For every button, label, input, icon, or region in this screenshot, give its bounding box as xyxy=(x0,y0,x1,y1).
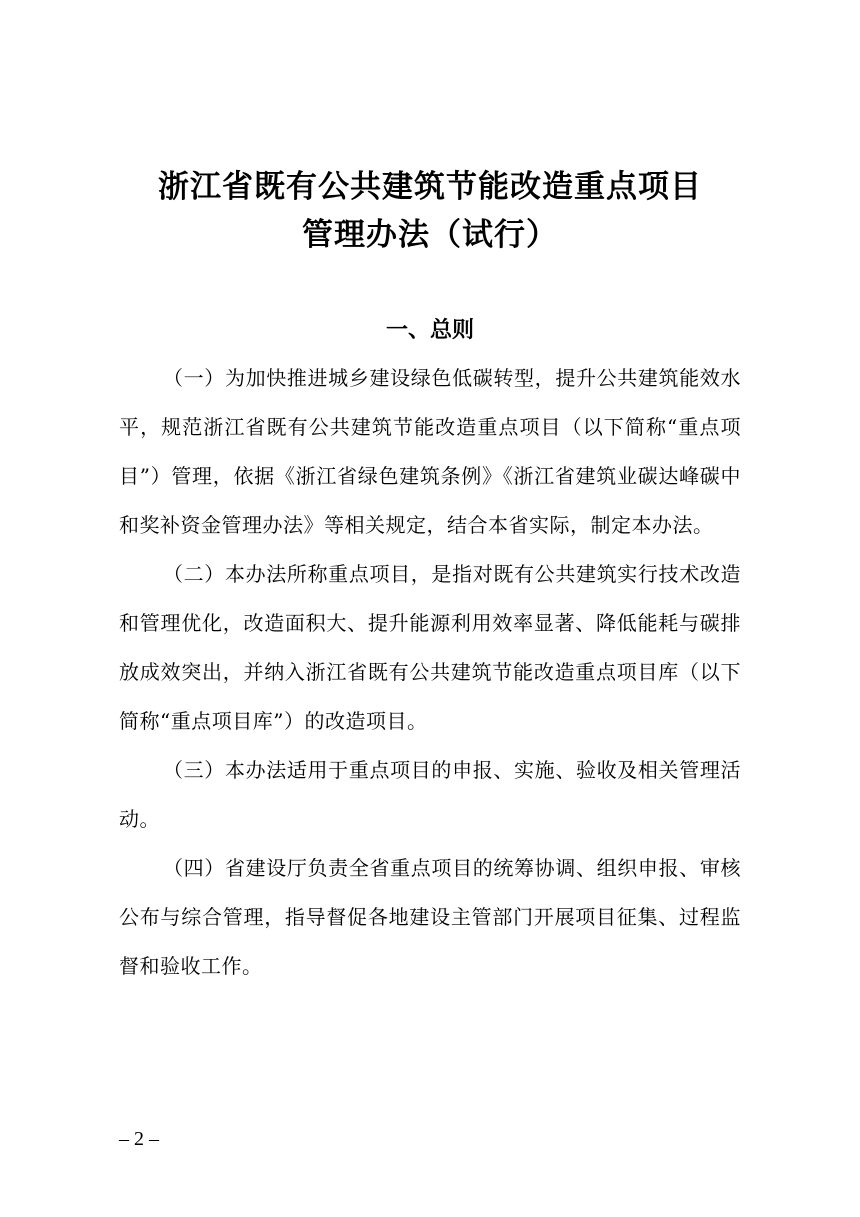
paragraph-1: （一）为加快推进城乡建设绿色低碳转型，提升公共建筑能效水平，规范浙江省既有公共建筑节能改造重点项目（以下简称“重点项目”）管理，依据《浙江省绿色建筑条例》《浙江省建筑业碳达峰碳中和奖补资金管理办法》等相关规定，结合本省实际，制定本办法。 xyxy=(119,366,741,537)
section-heading-general-provisions: 一、总则 xyxy=(385,318,474,343)
document-body xyxy=(119,354,741,991)
paragraph-3: （三）本办法适用于重点项目的申报、实施、验收及相关管理活动。 xyxy=(119,758,741,831)
page-number: – 2 – xyxy=(119,1128,159,1150)
paragraph-4: （四）省建设厅负责全省重点项目的统筹协调、组织申报、审核公布与综合管理，指导督促各地建设主管部门开展项目征集、过程监督和验收工作。 xyxy=(119,856,741,978)
paragraph-2: （二）本办法所称重点项目，是指对既有公共建筑实行技术改造和管理优化，改造面积大、提升能源利用效率显著、降低能耗与碳排放成效突出，并纳入浙江省既有公共建筑节能改造重点项目库（以下简称“重点项目库”）的改造项目。 xyxy=(119,562,741,733)
document-title-line-2: 管理办法（试行） xyxy=(302,217,558,253)
document-title-line-1: 浙江省既有公共建筑节能改造重点项目 xyxy=(158,169,702,205)
